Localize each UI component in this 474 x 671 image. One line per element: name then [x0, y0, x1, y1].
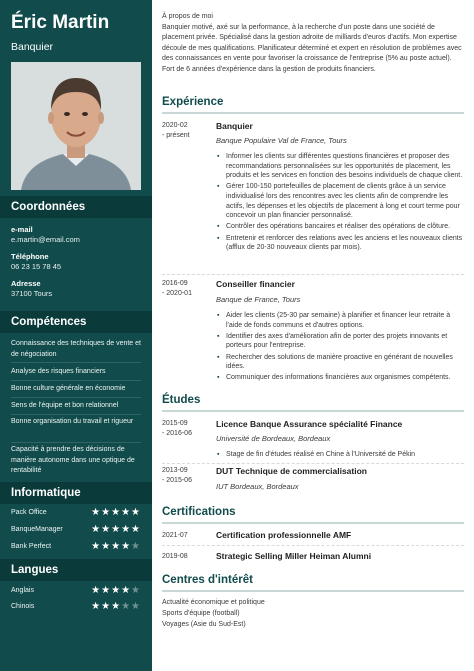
- education-heading: Études: [162, 394, 464, 412]
- filled-star-icon: ★: [111, 585, 122, 596]
- bullet-item: ▪ Contrôler des opérations bancaires et réaliser des opérations de clôture.: [216, 222, 464, 232]
- star-rating: [91, 507, 141, 518]
- filled-star-icon: ★: [121, 524, 132, 535]
- profile-summary: [162, 12, 464, 75]
- languages-heading: Langues: [0, 559, 152, 581]
- entry-organization: Banque de France, Tours: [216, 295, 301, 304]
- empty-star-icon: ★: [131, 585, 141, 596]
- filled-star-icon: ★: [101, 541, 112, 552]
- entry-date: 2021-07: [162, 532, 188, 539]
- filled-star-icon: ★: [91, 541, 102, 552]
- entry-organization: IUT Bordeaux, Bordeaux: [216, 482, 299, 491]
- email-label: e-mail: [11, 225, 33, 234]
- filled-star-icon: ★: [131, 524, 141, 535]
- software-label: BanqueManager: [11, 526, 63, 533]
- entry-organization: Université de Bordeaux, Bordeaux: [216, 434, 331, 443]
- profile-text: À propos de moi Banquier motivé, axé sur la performance, à la recherche d'un poste dans une société de placement privée. Spécialisé dans la gestion adroite de milliards d'euros d'actifs. Mon expertise découle de mes qualifications. Planificateur déterminé et expert en résolution de problèmes avec des connaissances en vente pour favoriser la croissance de l'entreprise (5% au poste actuel). Fort de 6 années d'expérience dans la gestion de produits financiers.: [162, 13, 462, 73]
- contact-heading: Coordonnées: [0, 196, 152, 218]
- filled-star-icon: ★: [121, 585, 132, 596]
- entry-bullets: [216, 152, 464, 254]
- phone-label: Téléphone: [11, 252, 49, 261]
- bullet-item: ▪ Communiquer des informations financières aux organismes compétents.: [216, 373, 464, 383]
- software-item: [11, 525, 141, 537]
- filled-star-icon: ★: [91, 601, 102, 612]
- entry-organization: Banque Populaire Val de France, Tours: [216, 136, 347, 145]
- entry-divider: [162, 463, 464, 464]
- interest-item: Voyages (Asie du Sud-Est): [162, 621, 246, 628]
- filled-star-icon: ★: [121, 507, 132, 518]
- software-heading: Informatique: [0, 482, 152, 504]
- bullet-item: ▪ Aider les clients (25-30 par semaine) à planifier et financer leur retraite à l'aide de fonds communs et d'autres options.: [216, 311, 464, 330]
- entry-date: 2019-08: [162, 553, 188, 560]
- portrait-image: [11, 62, 141, 190]
- software-label: Bank Perfect: [11, 543, 52, 550]
- bullet-item: ▪ Informer les clients sur différentes questions financières et proposer des recommandations personnalisées sur les opportunités de placement, les produits et les services en fonction des besoins individuels de chaque client.: [216, 152, 464, 181]
- software-item: [11, 542, 141, 554]
- bullet-item: ▪ Entretenir et renforcer des relations avec les anciens et les nouveaux clients (afflux de 20-30 nouveaux clients par mois).: [216, 234, 464, 253]
- profile-photo: [11, 62, 141, 190]
- filled-star-icon: ★: [111, 541, 122, 552]
- skill-divider: [11, 362, 141, 363]
- entry-title: Conseiller financier: [216, 279, 295, 289]
- filled-star-icon: ★: [101, 601, 112, 612]
- skill-item: Sens de l'équipe et bon relationnel: [11, 402, 119, 409]
- filled-star-icon: ★: [111, 601, 122, 612]
- address-label: Adresse: [11, 279, 41, 288]
- filled-star-icon: ★: [91, 507, 102, 518]
- star-rating: [91, 524, 141, 535]
- skill-item: Capacité à prendre des décisions de manière autonome dans une optique de rentabilité: [11, 446, 135, 474]
- entry-bullets: [216, 311, 464, 385]
- language-item: [11, 586, 141, 598]
- entry-title: Strategic Selling Miller Heiman Alumni: [216, 551, 372, 561]
- entry-date: 2016-09 - 2020-01: [162, 280, 192, 297]
- bullet-item: ▪ Identifier des axes d'amélioration afin de porter des projets innovants et porteurs pour l'entreprise.: [216, 332, 464, 351]
- entry-divider: [162, 545, 464, 546]
- bullet-item: ▪ Stage de fin d'études réalisé en Chine à l'Université de Pékin: [216, 450, 464, 460]
- address-value: 37100 Tours: [11, 289, 53, 298]
- entry-title: Certification professionnelle AMF: [216, 530, 352, 540]
- software-label: Pack Office: [11, 509, 47, 516]
- empty-star-icon: ★: [131, 541, 141, 552]
- skill-item: Analyse des risques financiers: [11, 368, 106, 375]
- filled-star-icon: ★: [111, 507, 122, 518]
- candidate-name: Éric Martin: [11, 12, 110, 33]
- skills-heading: Compétences: [0, 311, 152, 333]
- empty-star-icon: ★: [121, 601, 132, 612]
- star-rating: [91, 585, 141, 596]
- certifications-heading: Certifications: [162, 506, 464, 524]
- interest-item: Sports d'équipe (football): [162, 610, 240, 617]
- entry-bullets: [216, 450, 464, 461]
- filled-star-icon: ★: [91, 524, 102, 535]
- filled-star-icon: ★: [131, 507, 141, 518]
- main-column: [152, 0, 474, 671]
- entry-date: 2020-02 - présent: [162, 122, 190, 139]
- filled-star-icon: ★: [121, 541, 132, 552]
- interests-heading: Centres d'intérêt: [162, 574, 464, 592]
- filled-star-icon: ★: [101, 524, 112, 535]
- skill-item: Bonne organisation du travail et rigueur: [11, 418, 134, 425]
- email-value: e.martin@email.com: [11, 235, 80, 244]
- bullet-item: ▪ Gérer 100-150 portefeuilles de placement de clients grâce à un service individualisé lors des rencontres avec les clients afin de comprendre les actifs, les dépenses et les objectifs de placement à long et court terme pour concevoir un plan financier personnalisé.: [216, 182, 464, 220]
- entry-divider: [162, 274, 464, 275]
- filled-star-icon: ★: [101, 585, 112, 596]
- experience-heading: Expérience: [162, 96, 464, 114]
- entry-date: 2013-09 - 2015-06: [162, 467, 192, 484]
- language-label: Chinois: [11, 603, 35, 610]
- entry-title: Banquier: [216, 121, 253, 131]
- bullet-item: ▪ Rechercher des solutions de manière proactive en générant de nouvelles idées.: [216, 353, 464, 372]
- language-label: Anglais: [11, 587, 34, 594]
- entry-title: Licence Banque Assurance spécialité Finance: [216, 419, 403, 429]
- star-rating: [91, 541, 141, 552]
- filled-star-icon: ★: [101, 507, 112, 518]
- skill-item: Connaissance des techniques de vente et de négociation: [11, 340, 141, 358]
- sidebar: [0, 0, 152, 671]
- star-rating: [91, 601, 141, 612]
- candidate-job-title: Banquier: [11, 41, 54, 53]
- filled-star-icon: ★: [91, 585, 102, 596]
- empty-star-icon: ★: [131, 601, 141, 612]
- skill-item: Bonne culture générale en économie: [11, 385, 126, 392]
- phone-value: 06 23 15 78 45: [11, 262, 62, 271]
- entry-title: DUT Technique de commercialisation: [216, 466, 367, 476]
- language-item: [11, 602, 141, 614]
- filled-star-icon: ★: [111, 524, 122, 535]
- software-item: [11, 508, 141, 520]
- entry-date: 2015-09 - 2016-06: [162, 420, 192, 437]
- interest-item: Actualité économique et politique: [162, 599, 265, 606]
